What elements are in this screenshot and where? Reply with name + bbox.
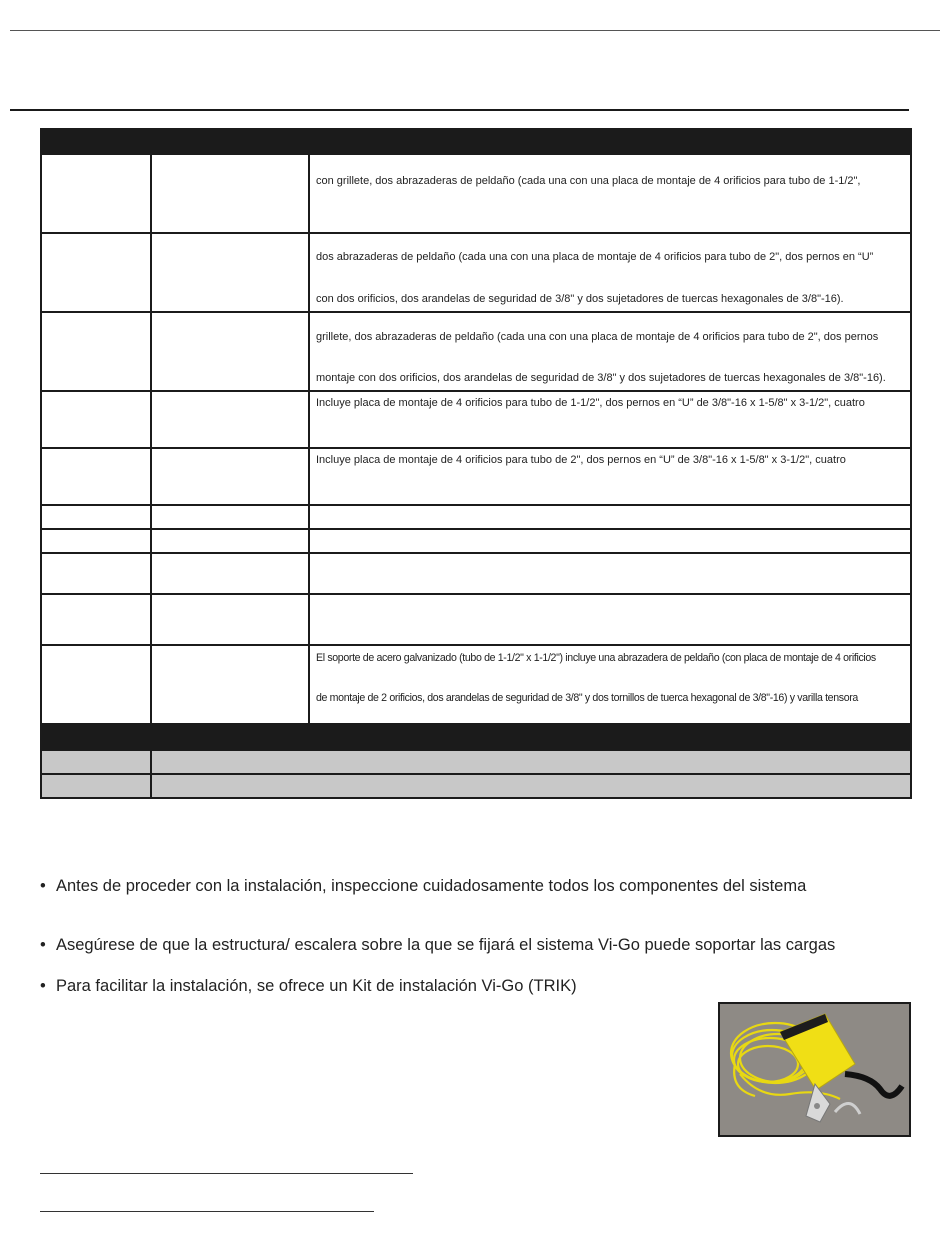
model-cell bbox=[42, 313, 152, 390]
contents-line: montaje con dos orificios, dos arandelas de seguridad de 3/8" y dos sujetadores de tuercas hexagonales de 3/8"-16). bbox=[316, 372, 886, 384]
contents-line: dos abrazaderas de peldaño (cada una con una placa de montaje de 4 orificios para tubo de 2", dos pernos en “U” bbox=[316, 251, 874, 263]
table-row bbox=[40, 751, 912, 775]
spec-table bbox=[40, 128, 912, 799]
note-item bbox=[40, 936, 835, 955]
description-cell bbox=[152, 155, 310, 232]
model-cell bbox=[42, 554, 152, 593]
model-cell bbox=[42, 234, 152, 311]
description-cell bbox=[152, 506, 310, 528]
table-row bbox=[40, 775, 912, 799]
model-cell bbox=[42, 449, 152, 504]
description-cell bbox=[152, 313, 310, 390]
table-row bbox=[40, 595, 912, 646]
model-cell bbox=[42, 530, 152, 552]
description-cell bbox=[152, 234, 310, 311]
contents-cell bbox=[310, 530, 910, 552]
bullet-glyph: • bbox=[40, 877, 46, 895]
table-row bbox=[40, 392, 912, 449]
contents-cell bbox=[310, 155, 910, 232]
description-cell bbox=[152, 449, 310, 504]
contents-cell bbox=[310, 554, 910, 593]
description-cell bbox=[152, 554, 310, 593]
model-cell bbox=[42, 646, 152, 723]
model-cell bbox=[42, 392, 152, 447]
contents-line: Incluye placa de montaje de 4 orificios para tubo de 1-1/2", dos pernos en “U” de 3/8"-16 x 1-5/8" x 3-1/2", cuatro bbox=[316, 397, 865, 409]
form-line bbox=[40, 1173, 413, 1174]
note-item bbox=[40, 977, 577, 996]
table-row bbox=[40, 313, 912, 392]
model-cell bbox=[42, 751, 152, 773]
form-line bbox=[40, 1211, 374, 1212]
table-row bbox=[40, 530, 912, 554]
contents-line: grillete, dos abrazaderas de peldaño (cada una con una placa de montaje de 4 orificios para tubo de 2", dos pernos bbox=[316, 331, 879, 343]
table-header-bar bbox=[40, 128, 912, 155]
top-rule bbox=[10, 30, 940, 31]
contents-line: con grillete, dos abrazaderas de peldaño (cada una con una placa de montaje de 4 orificios para tubo de 1-1/2", bbox=[316, 175, 861, 187]
table-row bbox=[40, 234, 912, 313]
contents-cell bbox=[310, 392, 910, 447]
contents-line: con dos orificios, dos arandelas de seguridad de 3/8" y dos sujetadores de tuercas hexagonales de 3/8"-16). bbox=[316, 293, 844, 305]
description-cell bbox=[152, 530, 310, 552]
note-text: Antes de proceder con la instalación, inspeccione cuidadosamente todos los componentes del sistema bbox=[56, 877, 807, 895]
contents-cell bbox=[310, 595, 910, 644]
contents-line: de montaje de 2 orificios, dos arandelas de seguridad de 3/8" y dos tornillos de tuerca hexagonal de 3/8"-16) y varilla tensora bbox=[316, 692, 858, 704]
contents-line: Incluye placa de montaje de 4 orificios para tubo de 2", dos pernos en “U” de 3/8"-16 x 1-5/8" x 3-1/2", cuatro bbox=[316, 454, 846, 466]
installation-kit-photo bbox=[718, 1002, 911, 1137]
bullet-glyph: • bbox=[40, 936, 46, 954]
description-cell bbox=[152, 751, 910, 773]
bullet-glyph: • bbox=[40, 977, 46, 995]
model-cell bbox=[42, 155, 152, 232]
kit-illustration bbox=[720, 1004, 909, 1135]
section-header-bar bbox=[40, 725, 912, 751]
contents-cell bbox=[310, 646, 910, 723]
table-row bbox=[40, 449, 912, 506]
contents-cell bbox=[310, 506, 910, 528]
description-cell bbox=[152, 775, 910, 797]
model-cell bbox=[42, 775, 152, 797]
model-cell bbox=[42, 506, 152, 528]
contents-cell bbox=[310, 313, 910, 390]
description-cell bbox=[152, 646, 310, 723]
contents-cell bbox=[310, 234, 910, 311]
table-row bbox=[40, 554, 912, 595]
note-text: Asegúrese de que la estructura/ escalera sobre la que se fijará el sistema Vi-Go puede soportar las cargas bbox=[56, 936, 836, 954]
table-row bbox=[40, 155, 912, 234]
description-cell bbox=[152, 392, 310, 447]
table-row bbox=[40, 646, 912, 725]
table-row bbox=[40, 506, 912, 530]
header-rule bbox=[10, 109, 909, 111]
model-cell bbox=[42, 595, 152, 644]
note-item bbox=[40, 877, 806, 896]
contents-line: El soporte de acero galvanizado (tubo de 1-1/2" x 1-1/2") incluye una abrazadera de peldaño (con placa de montaje de 4 orificios bbox=[316, 652, 876, 664]
description-cell bbox=[152, 595, 310, 644]
contents-cell bbox=[310, 449, 910, 504]
note-text: Para facilitar la instalación, se ofrece un Kit de instalación Vi-Go (TRIK) bbox=[56, 977, 577, 995]
